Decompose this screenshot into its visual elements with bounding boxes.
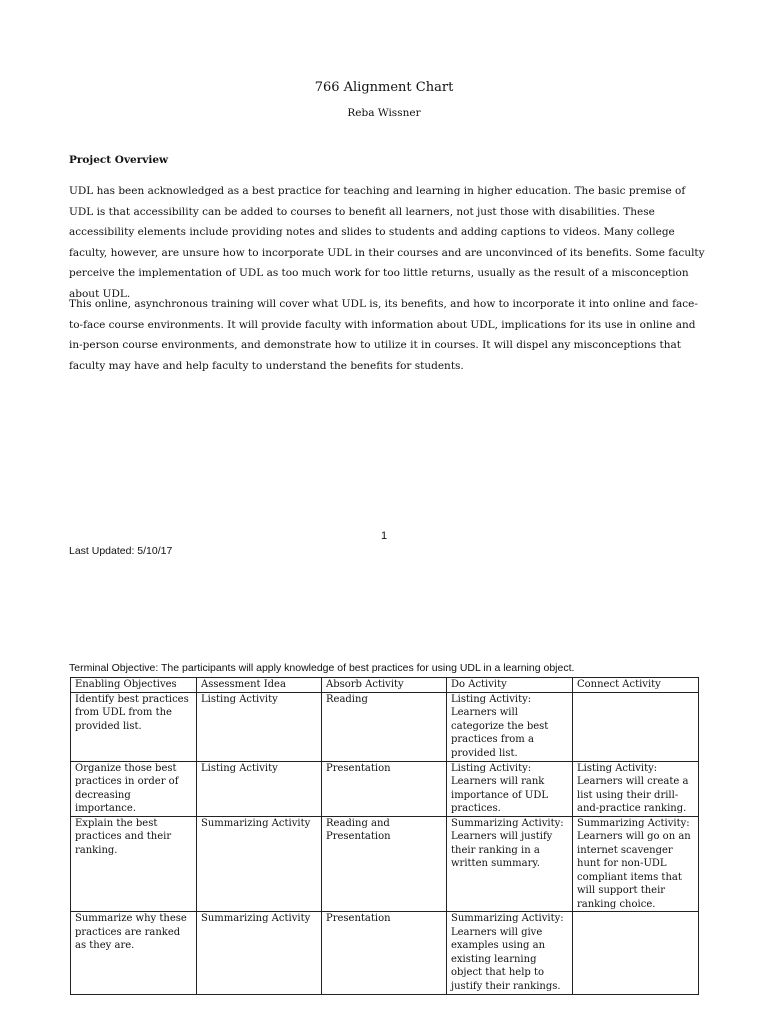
table-row xyxy=(71,692,699,761)
table-cell: Summarizing Activity: Learners will give examples using an existing learning object that help to justify their rankings. xyxy=(447,912,573,995)
last-updated: Last Updated: 5/10/17 xyxy=(69,545,173,557)
table-cell: Organize those best practices in order of decreasing importance. xyxy=(71,761,197,816)
table-row xyxy=(71,761,699,816)
page-number: 1 xyxy=(380,530,388,542)
table-cell: Explain the best practices and their ranking. xyxy=(71,816,197,912)
page-title: 766 Alignment Chart xyxy=(314,80,454,95)
table-cell: Summarizing Activity xyxy=(197,912,322,995)
table-cell: Identify best practices from UDL from the provided list. xyxy=(71,692,197,761)
table-cell: Presentation xyxy=(322,761,447,816)
table-cell: Listing Activity xyxy=(197,692,322,761)
table-cell: Summarizing Activity: Learners will justify their ranking in a written summary. xyxy=(447,816,573,912)
header-do-activity: Do Activity xyxy=(447,678,573,693)
table-cell: Summarizing Activity: Learners will go on an internet scavenger hunt for non-UDL compliant items that will support their ranking choice. xyxy=(573,816,699,912)
header-absorb-activity: Absorb Activity xyxy=(322,678,447,693)
overview-paragraph-1: UDL has been acknowledged as a best practice for teaching and learning in higher education. The basic premise of UDL is that accessibility can be added to courses to benefit all learners, not just those with disabilities. These accessibility elements include providing notes and slides to students and adding captions to videos. Many college faculty, however, are unsure how to incorporate UDL in their courses and are unconvinced of its benefits. Some faculty perceive the implementation of UDL as too much work for too little returns, usually as the result of a misconception about UDL. xyxy=(69,185,705,300)
table-row xyxy=(71,816,699,912)
header-enabling-objectives: Enabling Objectives xyxy=(71,678,197,693)
section-heading: Project Overview xyxy=(69,154,169,166)
author-name: Reba Wissner xyxy=(347,107,421,119)
alignment-table xyxy=(70,677,699,995)
header-assessment-idea: Assessment Idea xyxy=(197,678,322,693)
table-row xyxy=(71,912,699,995)
table-cell xyxy=(573,692,699,761)
table-cell: Listing Activity: Learners will create a list using their drill-and-practice ranking. xyxy=(573,761,699,816)
table-cell: Summarize why these practices are ranked as they are. xyxy=(71,912,197,995)
table-cell: Summarizing Activity xyxy=(197,816,322,912)
table-cell: Listing Activity: Learners will rank importance of UDL practices. xyxy=(447,761,573,816)
table-cell: Reading xyxy=(322,692,447,761)
table-header-row xyxy=(71,678,699,693)
overview-paragraph-2: This online, asynchronous training will cover what UDL is, its benefits, and how to incorporate it into online and face-to-face course environments. It will provide faculty with information about UDL, implications for its use in online and in-person course environments, and demonstrate how to utilize it in courses. It will dispel any misconceptions that faculty may have and help faculty to understand the benefits for students. xyxy=(69,298,698,372)
table-cell: Presentation xyxy=(322,912,447,995)
table-cell: Reading and Presentation xyxy=(322,816,447,912)
header-connect-activity: Connect Activity xyxy=(573,678,699,693)
table-cell: Listing Activity: Learners will categorize the best practices from a provided list. xyxy=(447,692,573,761)
table-cell xyxy=(573,912,699,995)
terminal-objective: Terminal Objective: The participants will apply knowledge of best practices for using UDL in a learning object. xyxy=(69,662,575,674)
table-cell: Listing Activity xyxy=(197,761,322,816)
